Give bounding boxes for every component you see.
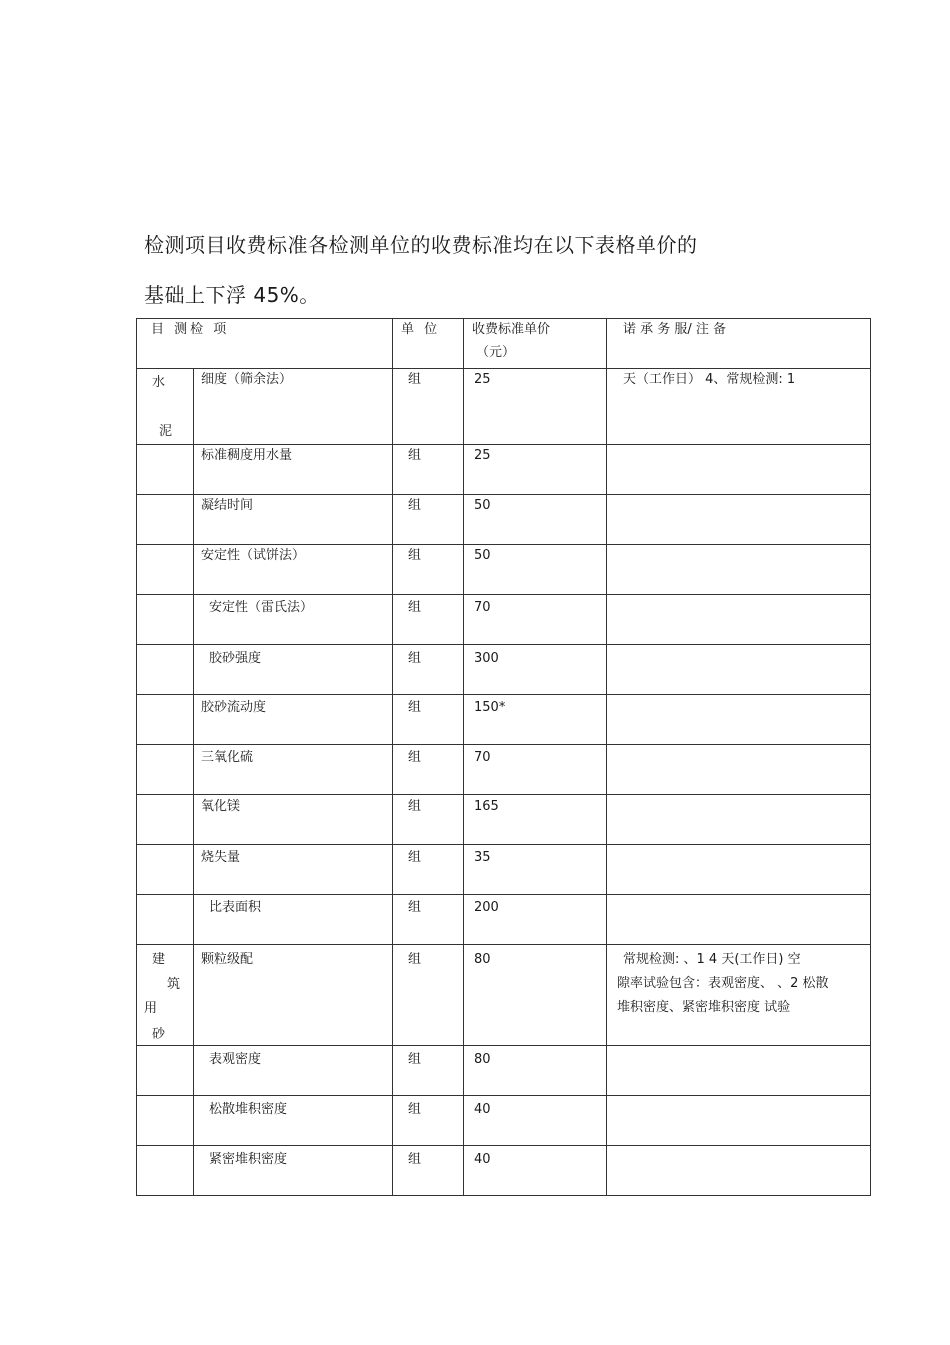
item-cell [194,495,393,545]
document-title-line-1: 检测项目收费标准各检测单位的收费标准均在以下表格单价的 [144,233,698,257]
item-label: 安定性（雷氏法） [209,600,314,615]
note-cell [607,895,871,945]
unit-label: 组 [408,900,422,915]
price-value: 40 [474,1102,491,1117]
note-cell [607,645,871,695]
unit-label: 组 [408,1152,422,1167]
note-cell [607,1146,871,1196]
price-value: 25 [474,372,491,387]
table-row [137,495,871,545]
item-label: 烧失量 [201,850,241,865]
item-cell [194,745,393,795]
category-cell [137,1046,194,1096]
table-row [137,1046,871,1096]
price-value: 80 [474,952,491,967]
note-cell [607,1096,871,1146]
price-value: 50 [474,498,491,513]
unit-cell [393,595,464,645]
item-label: 颗粒级配 [201,952,254,967]
table-row [137,745,871,795]
table-row [137,695,871,745]
category-cell [137,845,194,895]
note-cell [607,945,871,1046]
item-label: 比表面积 [209,900,262,915]
category-char: 筑 [167,977,181,992]
item-label: 安定性（试饼法） [201,548,306,563]
unit-label: 组 [408,448,422,463]
note-cell [607,495,871,545]
note-text: 堆积密度、紧密堆积密度 试验 [617,1000,791,1015]
unit-cell [393,695,464,745]
note-cell [607,1046,871,1096]
unit-label: 组 [408,799,422,814]
item-label: 标准稠度用水量 [201,448,293,463]
table-row [137,1096,871,1146]
unit-label: 组 [408,372,422,387]
unit-cell [393,745,464,795]
unit-cell [393,369,464,445]
table-row [137,945,871,1046]
price-cell [464,545,607,595]
unit-label: 组 [408,952,422,967]
price-cell [464,1146,607,1196]
price-cell [464,695,607,745]
note-text: 常规检测: 、1 4 天(工作日) 空 [623,952,801,967]
note-cell [607,369,871,445]
item-cell [194,945,393,1046]
table-row [137,795,871,845]
price-cell [464,369,607,445]
category-char: 水 [152,375,166,390]
unit-cell [393,895,464,945]
category-cell-cement [137,369,194,445]
table-row [137,445,871,495]
category-char: 砂 [152,1027,166,1042]
price-value: 50 [474,548,491,563]
price-value: 300 [474,651,499,666]
price-value: 80 [474,1052,491,1067]
header-unit [393,319,464,369]
unit-label: 组 [408,1052,422,1067]
note-cell [607,545,871,595]
category-cell [137,745,194,795]
unit-cell [393,1096,464,1146]
header-price [464,319,607,369]
price-value: 165 [474,799,499,814]
table-row [137,845,871,895]
unit-cell [393,545,464,595]
price-value: 40 [474,1152,491,1167]
item-cell [194,695,393,745]
item-label: 胶砂流动度 [201,700,267,715]
header-item-label: 目 测检 项 [151,322,230,337]
unit-label: 组 [408,750,422,765]
price-value: 150* [474,700,506,715]
price-cell [464,645,607,695]
unit-label: 组 [408,850,422,865]
price-cell [464,845,607,895]
unit-label: 组 [408,1102,422,1117]
price-cell [464,445,607,495]
header-note-label: 诺 承 务 服/ 注 备 [623,322,727,337]
unit-label: 组 [408,548,422,563]
item-cell [194,895,393,945]
note-cell [607,695,871,745]
table-row [137,1146,871,1196]
unit-cell [393,445,464,495]
category-char: 泥 [159,424,173,439]
item-label: 凝结时间 [201,498,254,513]
table-row [137,545,871,595]
item-label: 三氧化硫 [201,750,254,765]
document-title-line-2: 基础上下浮 45%。 [144,283,320,307]
price-value: 200 [474,900,499,915]
header-unit-label: 单 位 [401,322,441,337]
note-text: 天（工作日） 4、常规检测: 1 [623,372,796,387]
table-header-row [137,319,871,369]
note-cell [607,845,871,895]
unit-cell [393,1146,464,1196]
item-label: 胶砂强度 [209,651,262,666]
unit-cell [393,1046,464,1096]
category-cell [137,795,194,845]
unit-cell [393,645,464,695]
price-cell [464,895,607,945]
price-value: 70 [474,750,491,765]
header-item [137,319,393,369]
price-cell [464,1096,607,1146]
category-cell-sand [137,945,194,1046]
note-cell [607,795,871,845]
note-cell [607,745,871,795]
category-cell [137,1146,194,1196]
price-value: 35 [474,850,491,865]
table-row [137,895,871,945]
unit-label: 组 [408,700,422,715]
table-row [137,595,871,645]
header-price-label: 收费标准单价 [472,322,551,337]
header-price-unit: （元） [476,345,516,360]
unit-cell [393,945,464,1046]
price-value: 25 [474,448,491,463]
item-label: 细度（筛余法） [201,372,293,387]
unit-label: 组 [408,600,422,615]
item-cell [194,545,393,595]
price-cell [464,495,607,545]
table-row [137,369,871,445]
category-cell [137,545,194,595]
unit-cell [393,845,464,895]
item-cell [194,795,393,845]
item-cell [194,595,393,645]
item-label: 表观密度 [209,1052,262,1067]
category-cell [137,445,194,495]
price-value: 70 [474,600,491,615]
item-cell [194,445,393,495]
price-cell [464,1046,607,1096]
category-cell [137,895,194,945]
category-cell [137,495,194,545]
item-cell [194,845,393,895]
category-cell [137,595,194,645]
item-cell [194,1096,393,1146]
note-text: 隙率试验包含：表观密度、 、2 松散 [617,976,829,991]
unit-cell [393,495,464,545]
category-cell [137,645,194,695]
item-label: 紧密堆积密度 [209,1152,288,1167]
price-cell [464,745,607,795]
header-note [607,319,871,369]
item-cell [194,369,393,445]
unit-cell [393,795,464,845]
item-cell [194,1046,393,1096]
note-cell [607,445,871,495]
table-row [137,645,871,695]
item-cell [194,1146,393,1196]
category-char: 建 [152,952,166,967]
category-char: 用 [144,1001,158,1016]
unit-label: 组 [408,498,422,513]
fee-table [136,318,871,1196]
item-label: 松散堆积密度 [209,1102,288,1117]
item-cell [194,645,393,695]
unit-label: 组 [408,651,422,666]
category-cell [137,1096,194,1146]
note-cell [607,595,871,645]
category-cell [137,695,194,745]
price-cell [464,945,607,1046]
price-cell [464,795,607,845]
price-cell [464,595,607,645]
item-label: 氧化镁 [201,799,241,814]
